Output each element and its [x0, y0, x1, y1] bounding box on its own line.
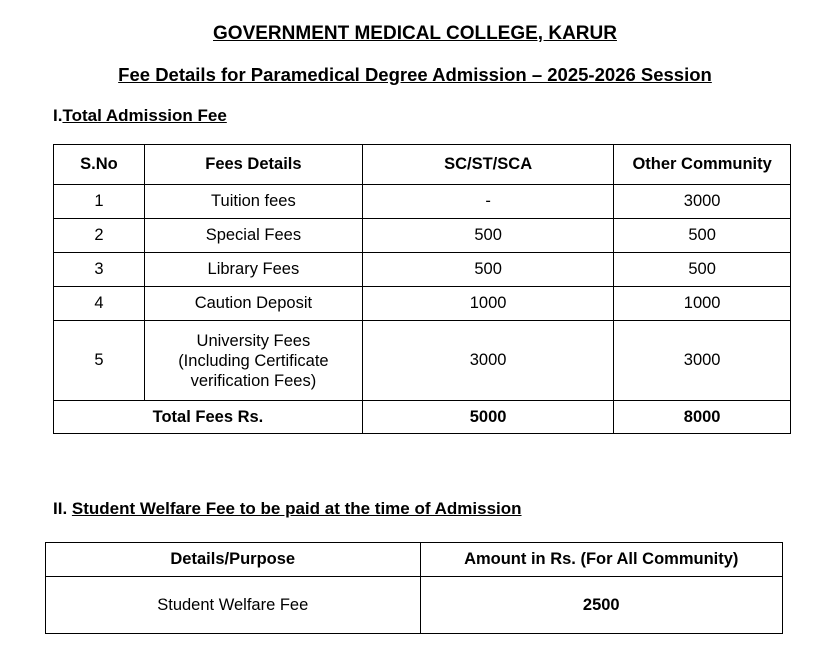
- details-line: verification Fees): [190, 371, 317, 390]
- cell-sno: 3: [54, 253, 145, 287]
- table-row: [54, 287, 791, 321]
- column-header-fees-details: Fees Details: [144, 145, 362, 185]
- column-header-other-community: Other Community: [614, 145, 791, 185]
- section-1-heading: [53, 106, 227, 126]
- cell-sc: 3000: [362, 321, 613, 401]
- table-row: [54, 185, 791, 219]
- total-row: [54, 401, 791, 434]
- cell-other: 1000: [614, 287, 791, 321]
- section-2-heading: [53, 499, 522, 519]
- cell-sc: 1000: [362, 287, 613, 321]
- cell-details: Library Fees: [144, 253, 362, 287]
- total-label: Total Fees Rs.: [54, 401, 363, 434]
- section-2-prefix: II.: [53, 499, 68, 518]
- cell-other: 3000: [614, 321, 791, 401]
- table-header-row: [46, 543, 783, 577]
- cell-sc: 500: [362, 253, 613, 287]
- cell-other: 500: [614, 253, 791, 287]
- cell-sno: 4: [54, 287, 145, 321]
- cell-details: Special Fees: [144, 219, 362, 253]
- cell-details: Caution Deposit: [144, 287, 362, 321]
- section-1-prefix: I.: [53, 106, 63, 125]
- cell-sno: 1: [54, 185, 145, 219]
- cell-sno: 2: [54, 219, 145, 253]
- section-2-title: Student Welfare Fee to be paid at the time of Admission: [71, 499, 522, 518]
- table-header-row: [54, 145, 791, 185]
- cell-other: 3000: [614, 185, 791, 219]
- cell-purpose: Student Welfare Fee: [46, 577, 421, 634]
- column-header-amount: Amount in Rs. (For All Community): [420, 543, 782, 577]
- table-row: [46, 577, 783, 634]
- college-title: GOVERNMENT MEDICAL COLLEGE, KARUR: [213, 23, 617, 44]
- admission-fee-table: [53, 144, 791, 434]
- welfare-fee-table: [45, 542, 783, 634]
- total-sc: 5000: [362, 401, 613, 434]
- cell-sc: 500: [362, 219, 613, 253]
- cell-details: [144, 321, 362, 401]
- cell-amount: 2500: [420, 577, 782, 634]
- table-row: [54, 321, 791, 401]
- cell-other: 500: [614, 219, 791, 253]
- total-other: 8000: [614, 401, 791, 434]
- column-header-sc-st-sca: SC/ST/SCA: [362, 145, 613, 185]
- column-header-sno: S.No: [54, 145, 145, 185]
- section-1-title: Total Admission Fee: [62, 106, 227, 125]
- details-line: University Fees: [196, 331, 311, 350]
- table-row: [54, 253, 791, 287]
- cell-sno: 5: [54, 321, 145, 401]
- page-subtitle: Fee Details for Paramedical Degree Admission – 2025-2026 Session: [118, 64, 712, 85]
- cell-sc: -: [362, 185, 613, 219]
- table-row: [54, 219, 791, 253]
- cell-details: Tuition fees: [144, 185, 362, 219]
- column-header-details-purpose: Details/Purpose: [46, 543, 421, 577]
- details-line: (Including Certificate: [178, 351, 329, 370]
